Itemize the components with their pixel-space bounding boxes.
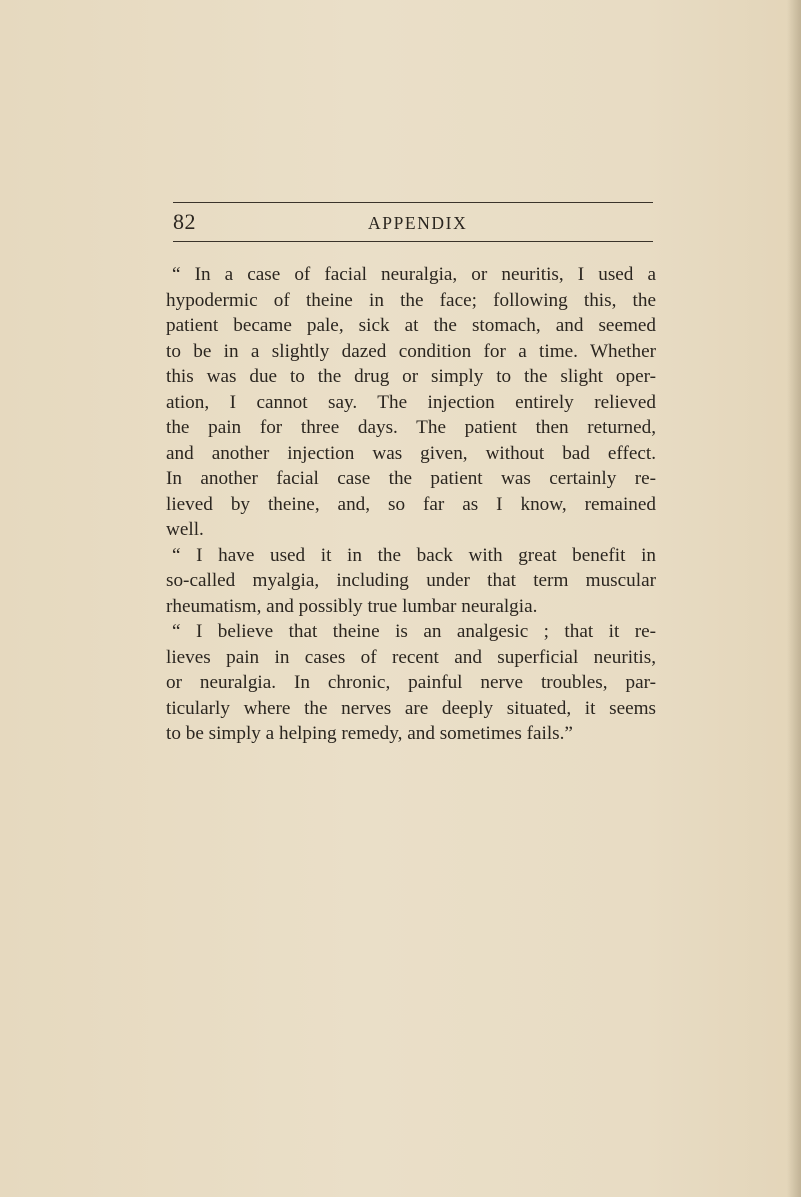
text-line: ticularly where the nerves are deeply situated, it seems [166,697,656,719]
running-head: APPENDIX [368,213,468,233]
text-line: and another injection was given, without bad effect. [166,442,656,464]
text-line: lieves pain in cases of recent and superficial neuritis, [166,646,656,668]
text-line: to be simply a helping remedy, and sometimes fails.” [166,723,573,744]
text-line: so-called myalgia, including under that term muscular [166,570,656,591]
text-line: “ I believe that theine is an analgesic ; that it re- [172,621,656,642]
text-line: or neuralgia. In chronic, painful nerve troubles, par- [166,672,656,693]
text-line: In another facial case the patient was certainly re- [166,468,656,489]
text-line: “ I have used it in the back with great benefit in [172,544,656,566]
text-line: lieved by theine, and, so far as I know, remained [166,493,656,515]
page-edge-shadow [787,0,801,1197]
text-line: hypodermic of theine in the face; following this, the [166,289,656,311]
text-line: patient became pale, sick at the stomach, and seemed [166,315,656,336]
text-line: to be in a slightly dazed condition for a time. Whether [166,340,656,362]
body-text [166,262,656,747]
text-line: “ In a case of facial neuralgia, or neuritis, I used a [172,264,656,285]
page-header [170,208,656,238]
text-line: ation, I cannot say. The injection entirely relieved [166,391,656,413]
text-line: this was due to the drug or simply to the slight oper- [166,366,656,387]
text-line: the pain for three days. The patient then returned, [166,417,656,438]
header-rule-top [173,202,653,203]
text-line: well. [166,519,204,540]
header-rule-bottom [173,241,653,242]
text-line: rheumatism, and possibly true lumbar neuralgia. [166,595,538,617]
page-number: 82 [173,209,196,234]
